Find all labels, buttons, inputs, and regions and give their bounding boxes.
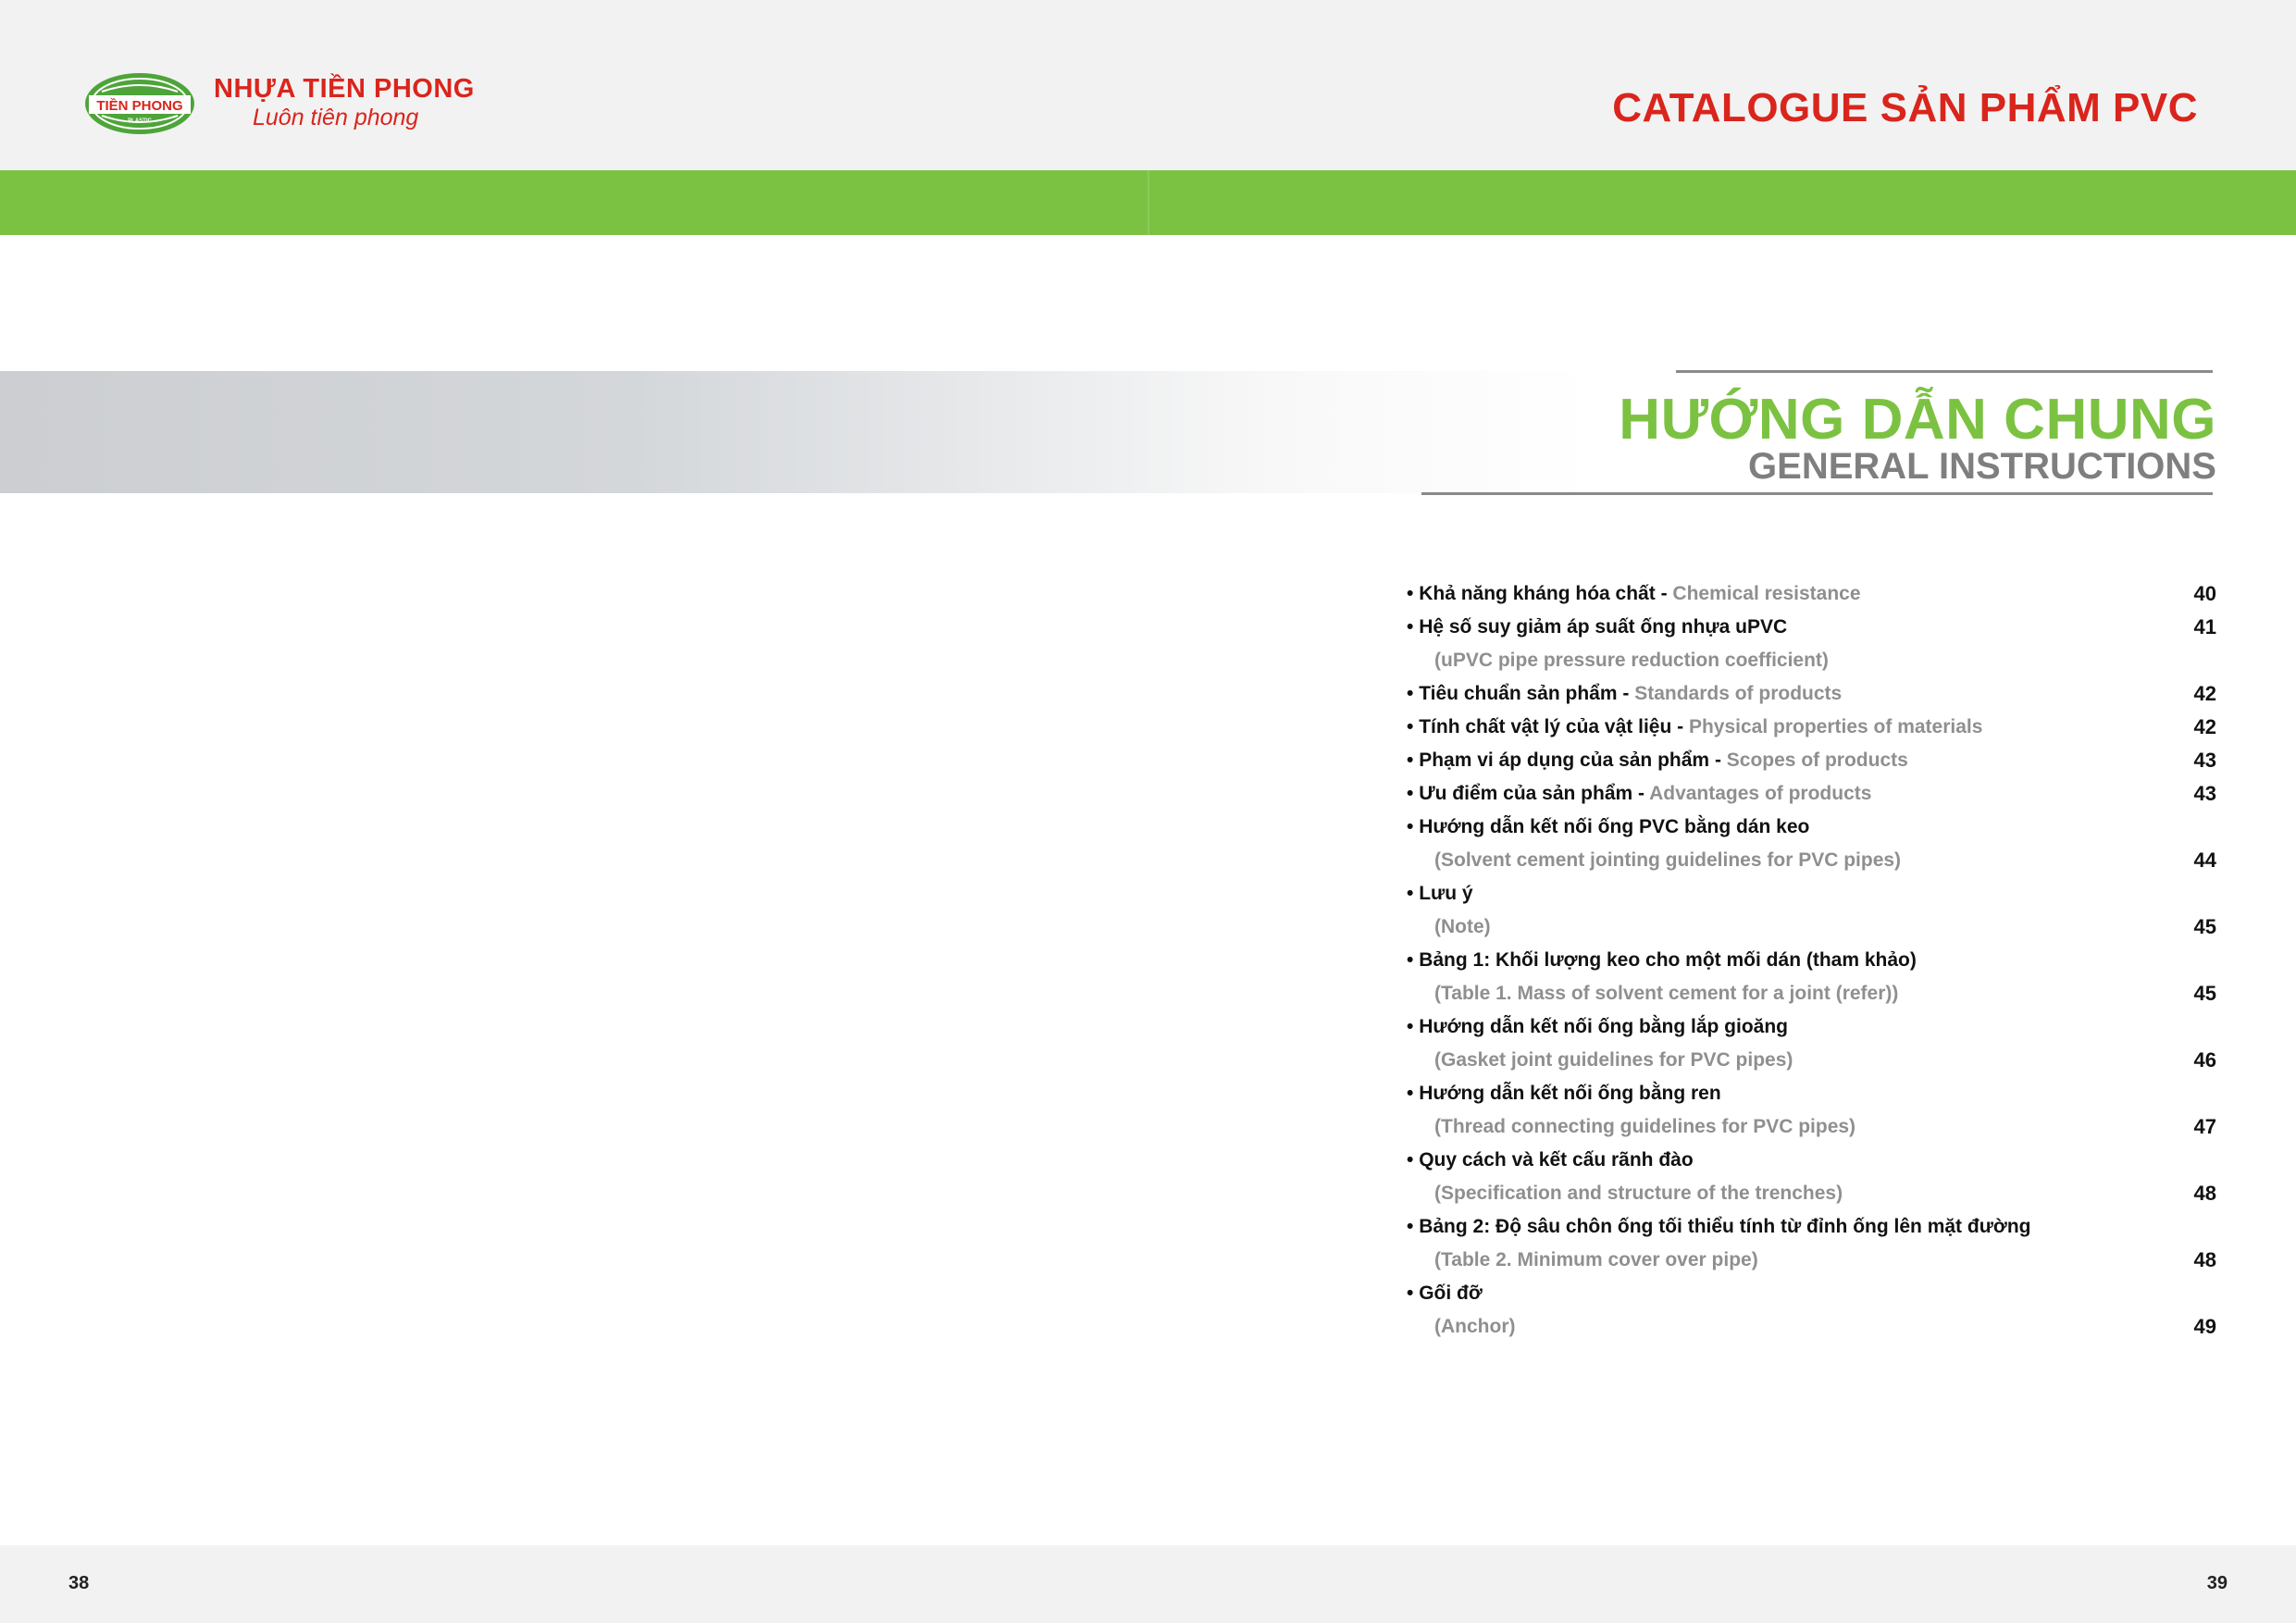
toc-label-vi: Phạm vi áp dụng của sản phẩm xyxy=(1419,750,1710,771)
toc-bullet: • xyxy=(1407,583,1414,604)
toc-label-en: (Table 1. Mass of solvent cement for a joint (refer)) xyxy=(1434,983,1899,1004)
toc-bullet: • xyxy=(1407,1149,1414,1171)
toc-label-vi: Hướng dẫn kết nối ống PVC bằng dán keo xyxy=(1419,816,1810,837)
toc-label-vi: Gối đỡ xyxy=(1419,1282,1483,1304)
toc-item xyxy=(1407,611,2216,644)
table-of-contents xyxy=(1407,577,2216,1344)
toc-page-number: 40 xyxy=(2193,582,2216,605)
toc-label-en: (uPVC pipe pressure reduction coefficient) xyxy=(1434,650,1829,671)
toc-label-en: Standards of products xyxy=(1634,683,1843,704)
toc-bullet: • xyxy=(1407,1016,1414,1037)
title-rule-bottom xyxy=(1421,492,2213,495)
toc-item xyxy=(1407,1277,2216,1310)
toc-separator: - xyxy=(1671,716,1689,737)
toc-item xyxy=(1407,844,2216,877)
toc-item xyxy=(1407,744,2216,777)
toc-item xyxy=(1407,1310,2216,1344)
toc-item xyxy=(1407,1044,2216,1077)
brand-slogan: Luôn tiên phong xyxy=(253,105,419,130)
section-title-vi: HƯỚNG DẪN CHUNG xyxy=(1619,388,2216,452)
toc-item xyxy=(1407,944,2216,977)
toc-bullet: • xyxy=(1407,816,1414,837)
footer-bar xyxy=(0,1545,2296,1623)
toc-item xyxy=(1407,1244,2216,1277)
toc-label-vi: Hướng dẫn kết nối ống bằng ren xyxy=(1419,1083,1721,1104)
toc-label-en: (Table 2. Minimum cover over pipe) xyxy=(1434,1249,1758,1270)
toc-page-number: 47 xyxy=(2193,1115,2216,1138)
toc-page-number: 43 xyxy=(2193,782,2216,805)
page-number-left: 38 xyxy=(68,1573,90,1593)
toc-item xyxy=(1407,1210,2216,1244)
toc-label-vi: Tiêu chuẩn sản phẩm xyxy=(1419,683,1618,704)
toc-item xyxy=(1407,911,2216,944)
toc-bullet: • xyxy=(1407,1282,1414,1304)
toc-label-en: (Note) xyxy=(1434,916,1491,937)
toc-label-vi: Hướng dẫn kết nối ống bằng lắp gioăng xyxy=(1419,1016,1788,1037)
green-band xyxy=(0,170,2296,235)
toc-bullet: • xyxy=(1407,949,1414,971)
toc-label-vi: Khả năng kháng hóa chất xyxy=(1419,583,1656,604)
logo-subtext: PLASTIC xyxy=(128,118,152,124)
toc-page-number: 48 xyxy=(2193,1248,2216,1271)
toc-label-en: (Gasket joint guidelines for PVC pipes) xyxy=(1434,1049,1793,1071)
toc-page-number: 43 xyxy=(2193,749,2216,772)
section-banner-gradient xyxy=(0,371,1592,493)
toc-label-vi: Bảng 1: Khối lượng keo cho một mối dán (tham khảo) xyxy=(1419,949,1917,971)
title-rule-top xyxy=(1676,370,2213,373)
catalogue-title: CATALOGUE SẢN PHẨM PVC xyxy=(1612,85,2198,130)
toc-item xyxy=(1407,644,2216,677)
toc-separator: - xyxy=(1617,683,1635,704)
toc-label-vi: Tính chất vật lý của vật liệu xyxy=(1419,716,1672,737)
toc-label-en: (Solvent cement jointing guidelines for PVC pipes) xyxy=(1434,849,1902,871)
toc-item xyxy=(1407,1077,2216,1110)
toc-item xyxy=(1407,811,2216,844)
toc-item xyxy=(1407,1144,2216,1177)
toc-label-vi: Hệ số suy giảm áp suất ống nhựa uPVC xyxy=(1419,616,1788,638)
toc-label-en: (Anchor) xyxy=(1434,1316,1516,1337)
toc-item xyxy=(1407,1177,2216,1210)
toc-label-vi: Lưu ý xyxy=(1419,883,1473,904)
toc-bullet: • xyxy=(1407,616,1414,638)
toc-page-number: 44 xyxy=(2193,849,2216,872)
toc-item xyxy=(1407,877,2216,911)
toc-page-number: 42 xyxy=(2193,682,2216,705)
toc-label-vi: Quy cách và kết cấu rãnh đào xyxy=(1419,1149,1694,1171)
toc-page-number: 42 xyxy=(2193,715,2216,738)
toc-bullet: • xyxy=(1407,883,1414,904)
toc-page-number: 48 xyxy=(2193,1182,2216,1205)
toc-label-en: (Specification and structure of the trenches) xyxy=(1434,1183,1843,1204)
toc-bullet: • xyxy=(1407,1083,1414,1104)
toc-item xyxy=(1407,777,2216,811)
toc-separator: - xyxy=(1709,750,1727,771)
toc-item xyxy=(1407,1010,2216,1044)
toc-item xyxy=(1407,711,2216,744)
logo-text: TIỀN PHONG xyxy=(96,98,183,114)
page-number-right: 39 xyxy=(2206,1573,2228,1593)
toc-label-en: Chemical resistance xyxy=(1672,583,1861,604)
toc-item xyxy=(1407,977,2216,1010)
toc-label-vi: Bảng 2: Độ sâu chôn ống tối thiểu tính từ đỉnh ống lên mặt đường xyxy=(1419,1216,2031,1237)
tien-phong-logo xyxy=(83,71,196,136)
toc-item xyxy=(1407,677,2216,711)
toc-bullet: • xyxy=(1407,716,1414,737)
toc-bullet: • xyxy=(1407,750,1414,771)
toc-item xyxy=(1407,577,2216,611)
toc-label-en: (Thread connecting guidelines for PVC pipes) xyxy=(1434,1116,1856,1137)
toc-page-number: 41 xyxy=(2193,615,2216,638)
toc-page-number: 46 xyxy=(2193,1048,2216,1072)
toc-bullet: • xyxy=(1407,783,1414,804)
toc-label-vi: Ưu điểm của sản phẩm xyxy=(1419,783,1633,804)
toc-separator: - xyxy=(1632,783,1650,804)
toc-page-number: 45 xyxy=(2193,982,2216,1005)
toc-page-number: 49 xyxy=(2193,1315,2216,1338)
toc-label-en: Scopes of products xyxy=(1726,750,1908,771)
section-title-en: GENERAL INSTRUCTIONS xyxy=(1748,446,2216,487)
toc-item xyxy=(1407,1110,2216,1144)
toc-label-en: Advantages of products xyxy=(1649,783,1872,804)
toc-bullet: • xyxy=(1407,1216,1414,1237)
toc-page-number: 45 xyxy=(2193,915,2216,938)
brand-name: NHỰA TIỀN PHONG xyxy=(214,74,475,104)
toc-label-en: Physical properties of materials xyxy=(1688,716,1983,737)
toc-separator: - xyxy=(1655,583,1673,604)
toc-bullet: • xyxy=(1407,683,1414,704)
